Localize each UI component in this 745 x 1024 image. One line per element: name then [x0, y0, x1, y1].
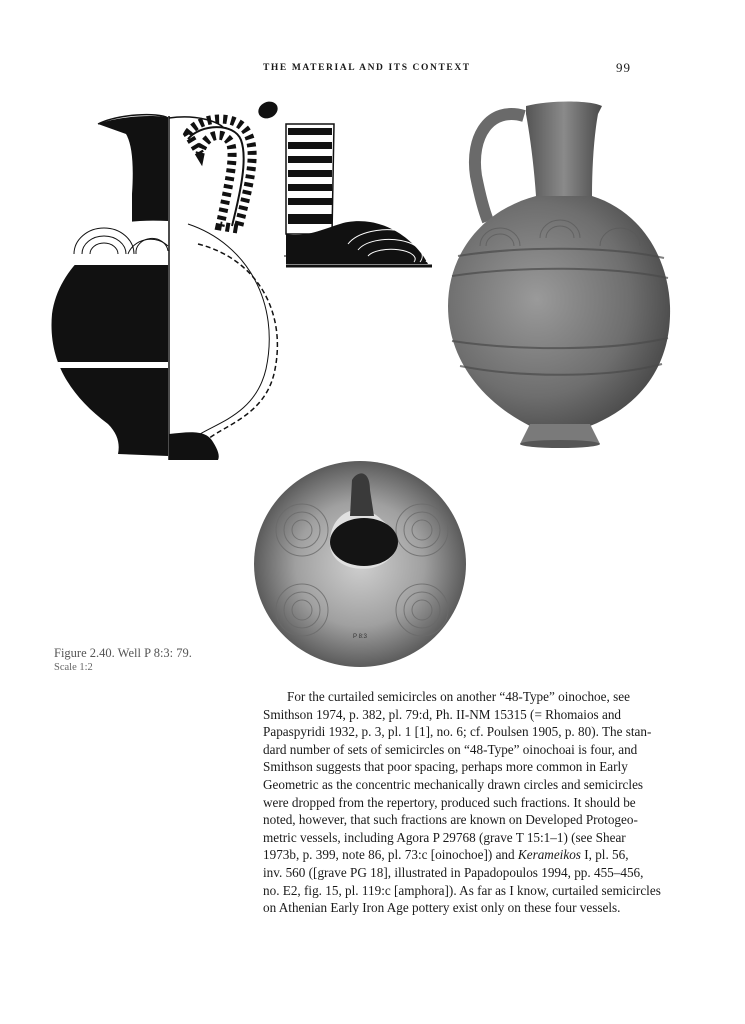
- italic-title: Kerameikos: [517, 847, 581, 863]
- body-line: For the curtailed semicircles on another “48-Type” oinochoe, see: [287, 689, 630, 704]
- body-line: were dropped from the repertory, produced such fractions. It should be: [263, 794, 636, 810]
- oinochoe-photograph: [440, 96, 680, 452]
- body-line: on Athenian Early Iron Age pottery exist only on these four vessels.: [263, 900, 621, 916]
- page-number: 99: [616, 60, 631, 75]
- body-line: Geometric as the concentric mechanically drawn circles and semicircles: [263, 776, 644, 792]
- body-line-segment: I, pl. 56,: [580, 847, 629, 863]
- body-line: Papaspyridi 1932, p. 3, pl. 1 [1], no. 6; cf. Poulsen 1905, p. 80). The stan-: [263, 724, 652, 740]
- body-line: Smithson suggests that poor spacing, perhaps more common in Early: [263, 759, 628, 775]
- body-line-segment: 1973b, p. 399, note 86, pl. 73:c [oinochoe]) and: [263, 847, 515, 863]
- body-line: metric vessels, including Agora P 29768 (grave T 15:1–1) (see Shear: [263, 829, 626, 845]
- oinochoe-profile-drawing: [48, 94, 438, 466]
- body-line: dard number of sets of semicircles on “48-Type” oinochoai is four, and: [263, 741, 638, 757]
- body-line: Smithson 1974, p. 382, pl. 79:d, Ph. II-NM 15315 (= Rhomaios and: [263, 706, 622, 722]
- oinochoe-top-view-photograph: [252, 460, 468, 668]
- body-line: inv. 560 ([grave PG 18], illustrated in Papadopoulos 1994, pp. 455–456,: [263, 864, 644, 880]
- body-paragraph: [263, 688, 683, 917]
- figure-caption-scale: Scale 1:2: [54, 662, 93, 673]
- body-line: noted, however, that such fractions are known on Developed Protogeo-: [263, 812, 638, 828]
- body-line: no. E2, fig. 15, pl. 119:c [amphora]). As far as I know, curtailed semicircles: [263, 882, 661, 898]
- figure-caption-title: Figure 2.40. Well P 8:3: 79.: [54, 646, 192, 660]
- running-head: THE MATERIAL AND ITS CONTEXT: [263, 63, 471, 73]
- body-line-with-italic: [263, 846, 683, 864]
- photo-inventory-label: P 8:3: [353, 634, 367, 640]
